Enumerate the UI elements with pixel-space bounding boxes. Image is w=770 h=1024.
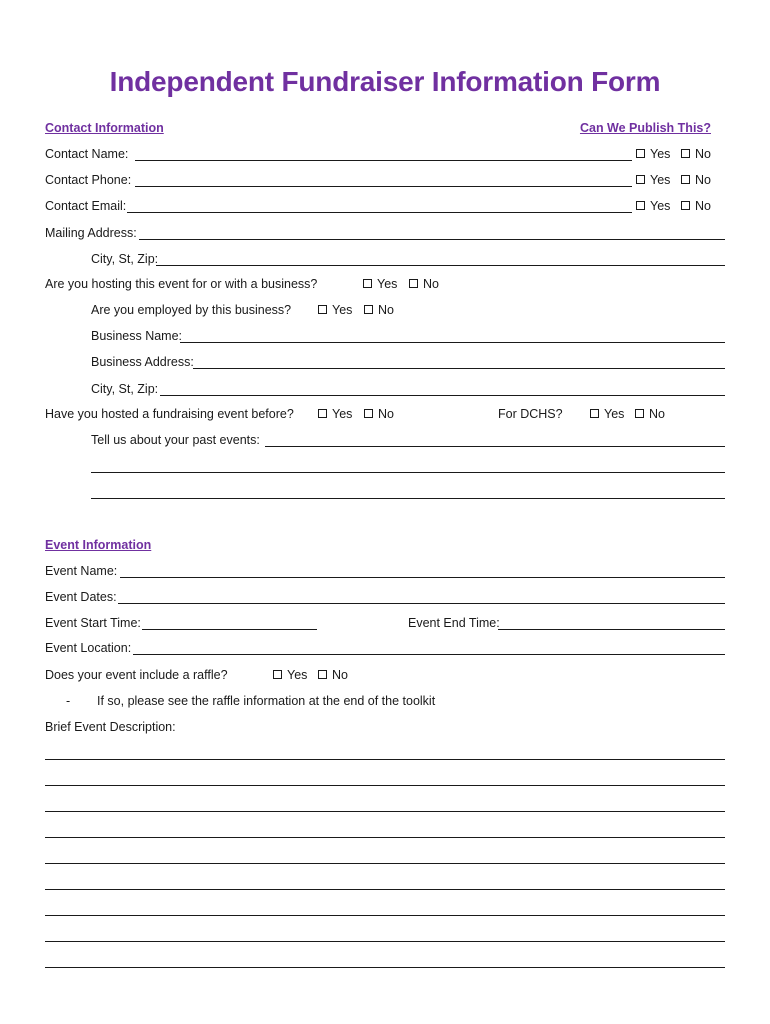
business-name-field[interactable] (180, 342, 725, 343)
event-description-line[interactable] (45, 863, 725, 864)
event-end-time-field[interactable] (498, 629, 725, 630)
yes-label: Yes (377, 277, 398, 291)
no-label: No (695, 199, 711, 213)
yes-label: Yes (332, 407, 353, 421)
contact-section-heading: Contact Information (45, 121, 164, 135)
no-label: No (695, 173, 711, 187)
raffle-yes-checkbox[interactable] (273, 670, 282, 679)
yes-label: Yes (332, 303, 353, 317)
event-start-time-label: Event Start Time: (45, 616, 141, 630)
event-name-field[interactable] (120, 577, 725, 578)
contact-phone-label: Contact Phone: (45, 173, 132, 187)
event-description-line[interactable] (45, 941, 725, 942)
publish-phone-no-checkbox[interactable] (681, 175, 690, 184)
past-events-field-line-3[interactable] (91, 498, 725, 499)
event-dates-label: Event Dates: (45, 590, 117, 604)
raffle-note: If so, please see the raffle information at the end of the toolkit (97, 694, 436, 708)
contact-name-field[interactable] (135, 160, 632, 161)
employed-yes-checkbox[interactable] (318, 305, 327, 314)
business-city-field[interactable] (160, 395, 725, 396)
event-section-heading: Event Information (45, 538, 152, 552)
event-description-line[interactable] (45, 785, 725, 786)
event-description-line[interactable] (45, 837, 725, 838)
dchs-yes-checkbox[interactable] (590, 409, 599, 418)
contact-email-label: Contact Email: (45, 199, 127, 213)
past-events-field-line-2[interactable] (91, 472, 725, 473)
dchs-question: For DCHS? (498, 407, 563, 421)
event-dates-field[interactable] (118, 603, 725, 604)
yes-label: Yes (650, 199, 671, 213)
employed-question: Are you employed by this business? (91, 303, 292, 317)
no-label: No (332, 668, 348, 682)
event-name-label: Event Name: (45, 564, 118, 578)
form-title: Independent Fundraiser Information Form (109, 66, 661, 97)
business-city-label: City, St, Zip: (91, 382, 159, 396)
raffle-no-checkbox[interactable] (318, 670, 327, 679)
yes-label: Yes (650, 147, 671, 161)
event-location-label: Event Location: (45, 641, 132, 655)
yes-label: Yes (650, 173, 671, 187)
event-description-line[interactable] (45, 915, 725, 916)
no-label: No (423, 277, 439, 291)
yes-label: Yes (604, 407, 625, 421)
no-label: No (695, 147, 711, 161)
publish-name-yes-checkbox[interactable] (636, 149, 645, 158)
event-end-time-label: Event End Time: (408, 616, 500, 630)
event-description-line[interactable] (45, 759, 725, 760)
hosted-no-checkbox[interactable] (364, 409, 373, 418)
mailing-address-label: Mailing Address: (45, 226, 137, 240)
employed-no-checkbox[interactable] (364, 305, 373, 314)
business-question: Are you hosting this event for or with a business? (45, 277, 318, 291)
event-location-field[interactable] (133, 654, 725, 655)
publish-email-yes-checkbox[interactable] (636, 201, 645, 210)
event-description-line[interactable] (45, 811, 725, 812)
contact-name-label: Contact Name: (45, 147, 129, 161)
business-no-checkbox[interactable] (409, 279, 418, 288)
event-description-line[interactable] (45, 889, 725, 890)
publish-name-no-checkbox[interactable] (681, 149, 690, 158)
dchs-no-checkbox[interactable] (635, 409, 644, 418)
publish-heading: Can We Publish This? (579, 121, 711, 135)
hosted-yes-checkbox[interactable] (318, 409, 327, 418)
yes-label: Yes (287, 668, 308, 682)
publish-phone-yes-checkbox[interactable] (636, 175, 645, 184)
business-name-label: Business Name: (91, 329, 183, 343)
business-address-field[interactable] (193, 368, 725, 369)
raffle-note-dash: - (66, 694, 71, 708)
event-start-time-field[interactable] (142, 629, 317, 630)
hosted-question: Have you hosted a fundraising event before? (45, 407, 294, 421)
no-label: No (378, 407, 394, 421)
business-yes-checkbox[interactable] (363, 279, 372, 288)
event-description-line[interactable] (45, 967, 725, 968)
city-state-zip-label: City, St, Zip: (91, 252, 159, 266)
mailing-address-field[interactable] (139, 239, 725, 240)
past-events-label: Tell us about your past events: (91, 433, 260, 447)
business-address-label: Business Address: (91, 355, 194, 369)
contact-phone-field[interactable] (135, 186, 632, 187)
no-label: No (649, 407, 665, 421)
publish-email-no-checkbox[interactable] (681, 201, 690, 210)
city-state-zip-field[interactable] (156, 265, 725, 266)
event-description-label: Brief Event Description: (45, 720, 176, 734)
past-events-field-line-1[interactable] (265, 446, 725, 447)
no-label: No (378, 303, 394, 317)
raffle-question: Does your event include a raffle? (45, 668, 228, 682)
contact-email-field[interactable] (127, 212, 632, 213)
